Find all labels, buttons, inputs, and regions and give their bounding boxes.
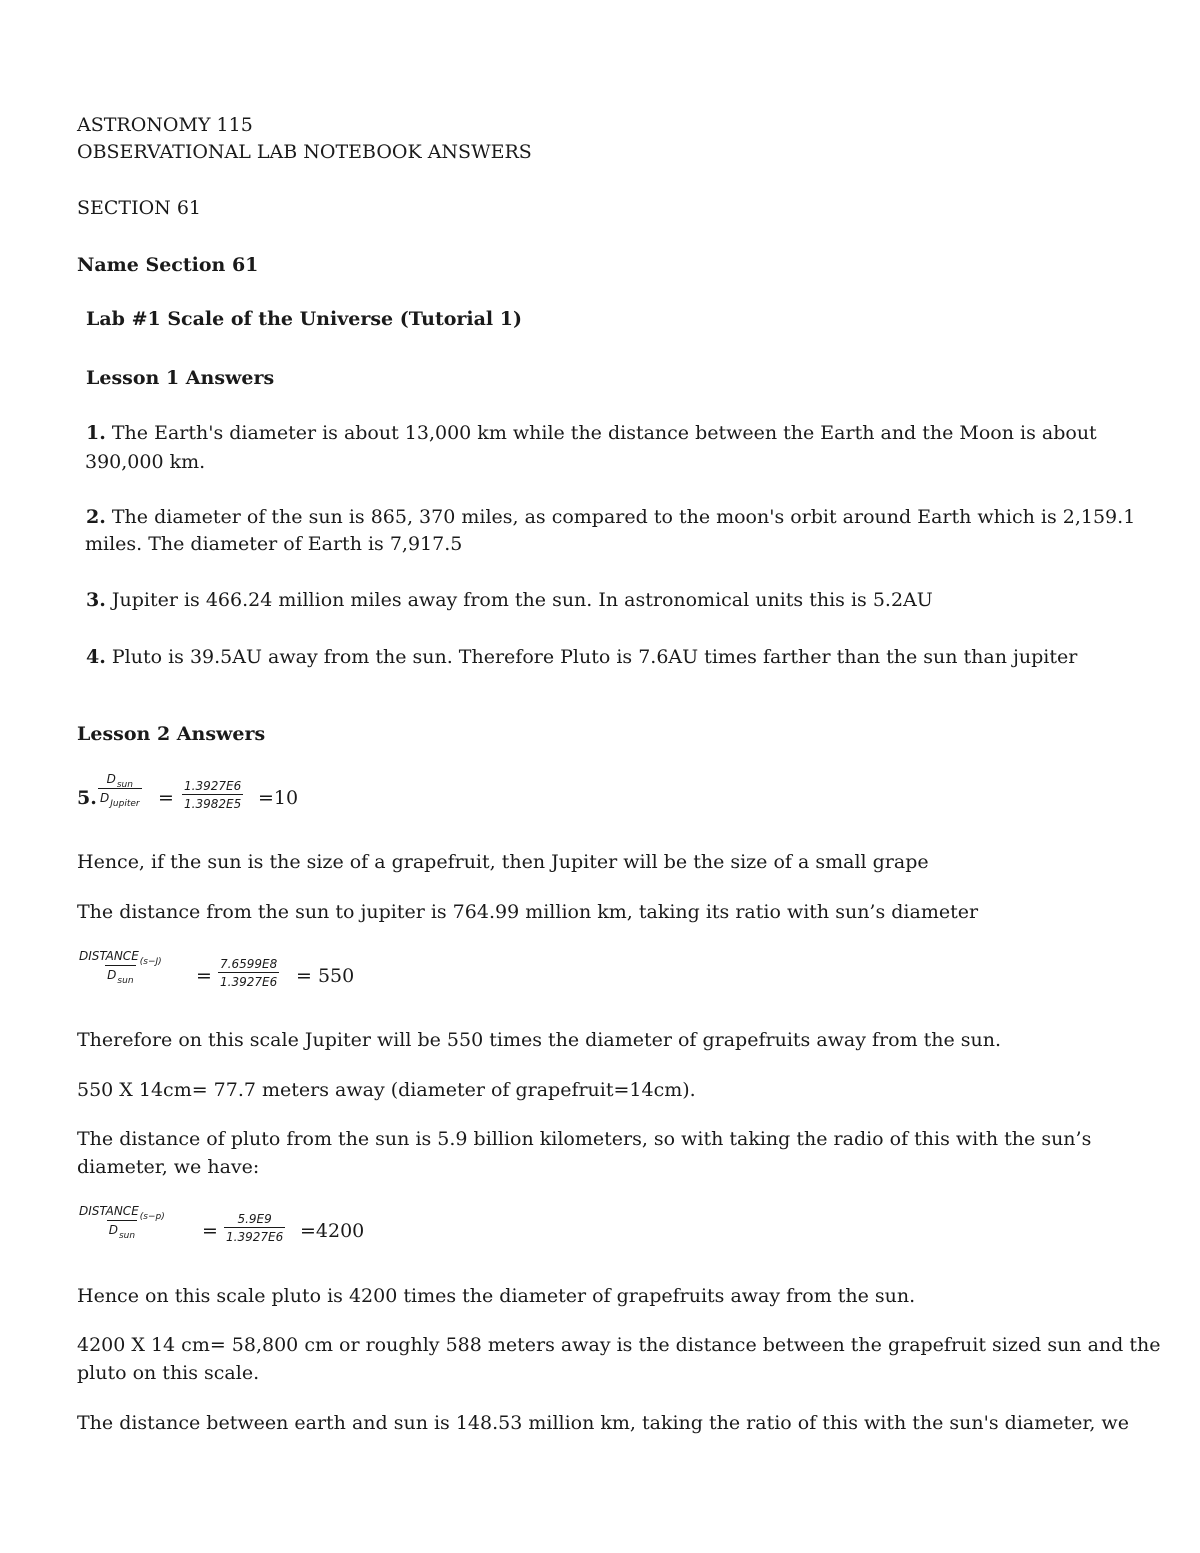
fraction-denominator: 1.3927E6 bbox=[218, 972, 279, 988]
fraction-distance-over-sun bbox=[77, 949, 164, 986]
paragraph: 4200 X 14 cm= 58,800 cm or roughly 588 meters away is the distance between the grapefruit sized sun and the bbox=[77, 1334, 1161, 1356]
paragraph: The distance of pluto from the sun is 5.9 billion kilometers, so with taking the radio of this with the sun’s bbox=[77, 1128, 1092, 1150]
answer-text: The Earth's diameter is about 13,000 km while the distance between the Earth and the Moon is about bbox=[105, 422, 1097, 444]
answer-text: The diameter of the sun is 865, 370 miles, as compared to the moon's orbit around Earth which is 2,159.1 bbox=[105, 506, 1136, 528]
paragraph: Hence, if the sun is the size of a grapefruit, then Jupiter will be the size of a small grape bbox=[77, 851, 929, 873]
paragraph: Hence on this scale pluto is 4200 times the diameter of grapefruits away from the sun. bbox=[77, 1285, 916, 1307]
fraction-numerator: 7.6599E8 bbox=[220, 957, 278, 971]
answer-4 bbox=[86, 648, 1077, 667]
paragraph: 550 X 14cm= 77.7 meters away (diameter of grapefruit=14cm). bbox=[77, 1079, 696, 1101]
paragraph: The distance between earth and sun is 148.53 million km, taking the ratio of this with the sun's diameter, we bbox=[77, 1412, 1129, 1434]
paragraph: Therefore on this scale Jupiter will be 550 times the diameter of grapefruits away from the sun. bbox=[77, 1029, 1002, 1051]
fraction-values bbox=[224, 1213, 285, 1243]
fraction-denominator: $D_{sun}$ bbox=[105, 965, 135, 982]
lab-title: Lab #1 Scale of the Universe (Tutorial 1) bbox=[86, 308, 522, 330]
document-subtitle: OBSERVATIONAL LAB NOTEBOOK ANSWERS bbox=[77, 141, 532, 163]
answer-number: 3. bbox=[86, 589, 106, 611]
lesson2-heading: Lesson 2 Answers bbox=[77, 723, 266, 745]
section-label: SECTION 61 bbox=[77, 197, 202, 219]
answer-3 bbox=[86, 591, 933, 610]
paragraph-continued: diameter, we have: bbox=[77, 1156, 260, 1178]
paragraph-continued: pluto on this scale. bbox=[77, 1362, 260, 1384]
fraction-values bbox=[218, 958, 279, 988]
equals-sign: = bbox=[158, 787, 174, 809]
answer-1 bbox=[86, 424, 1097, 443]
equation-number: 5. bbox=[77, 787, 97, 809]
answer-2 bbox=[86, 508, 1135, 527]
answer-number: 4. bbox=[86, 646, 106, 668]
answer-number: 2. bbox=[86, 506, 106, 528]
answer-text: Jupiter is 466.24 million miles away from the sun. In astronomical units this is 5.2AU bbox=[105, 589, 933, 611]
fraction-numerator: $DISTANCE_{(s-J)}$ bbox=[79, 949, 162, 967]
fraction-denominator: 1.3927E6 bbox=[224, 1227, 285, 1243]
fraction-numerator: 1.3927E6 bbox=[184, 779, 242, 793]
answer-number: 1. bbox=[86, 422, 106, 444]
equation-result: = 550 bbox=[296, 965, 355, 987]
fraction-numerator: 5.9E9 bbox=[237, 1212, 272, 1226]
course-title: ASTRONOMY 115 bbox=[77, 114, 253, 136]
lesson1-heading: Lesson 1 Answers bbox=[86, 367, 275, 389]
fraction-values bbox=[182, 780, 243, 810]
answer-1-continued: 390,000 km. bbox=[85, 451, 206, 473]
fraction-sun-over-jupiter bbox=[98, 772, 142, 809]
fraction-denominator: 1.3982E5 bbox=[182, 794, 243, 810]
answer-2-continued: miles. The diameter of Earth is 7,917.5 bbox=[85, 533, 463, 555]
paragraph: The distance from the sun to jupiter is 764.99 million km, taking its ratio with sun’s diameter bbox=[77, 901, 979, 923]
equals-sign: = bbox=[196, 965, 212, 987]
fraction-numerator: $D_{sun}$ bbox=[106, 772, 133, 790]
equation-result: =4200 bbox=[300, 1220, 365, 1242]
fraction-numerator: $DISTANCE_{(s-p)}$ bbox=[79, 1204, 165, 1222]
fraction-denominator: $D_{sun}$ bbox=[107, 1220, 137, 1237]
answer-text: Pluto is 39.5AU away from the sun. Therefore Pluto is 7.6AU times farther than the sun than jupiter bbox=[105, 646, 1078, 668]
fraction-denominator: $D_{Jupiter}$ bbox=[98, 788, 142, 805]
fraction-distance-over-sun bbox=[77, 1204, 167, 1241]
student-name: Name Section 61 bbox=[77, 254, 259, 276]
equals-sign: = bbox=[202, 1220, 218, 1242]
equation-result: =10 bbox=[258, 787, 299, 809]
